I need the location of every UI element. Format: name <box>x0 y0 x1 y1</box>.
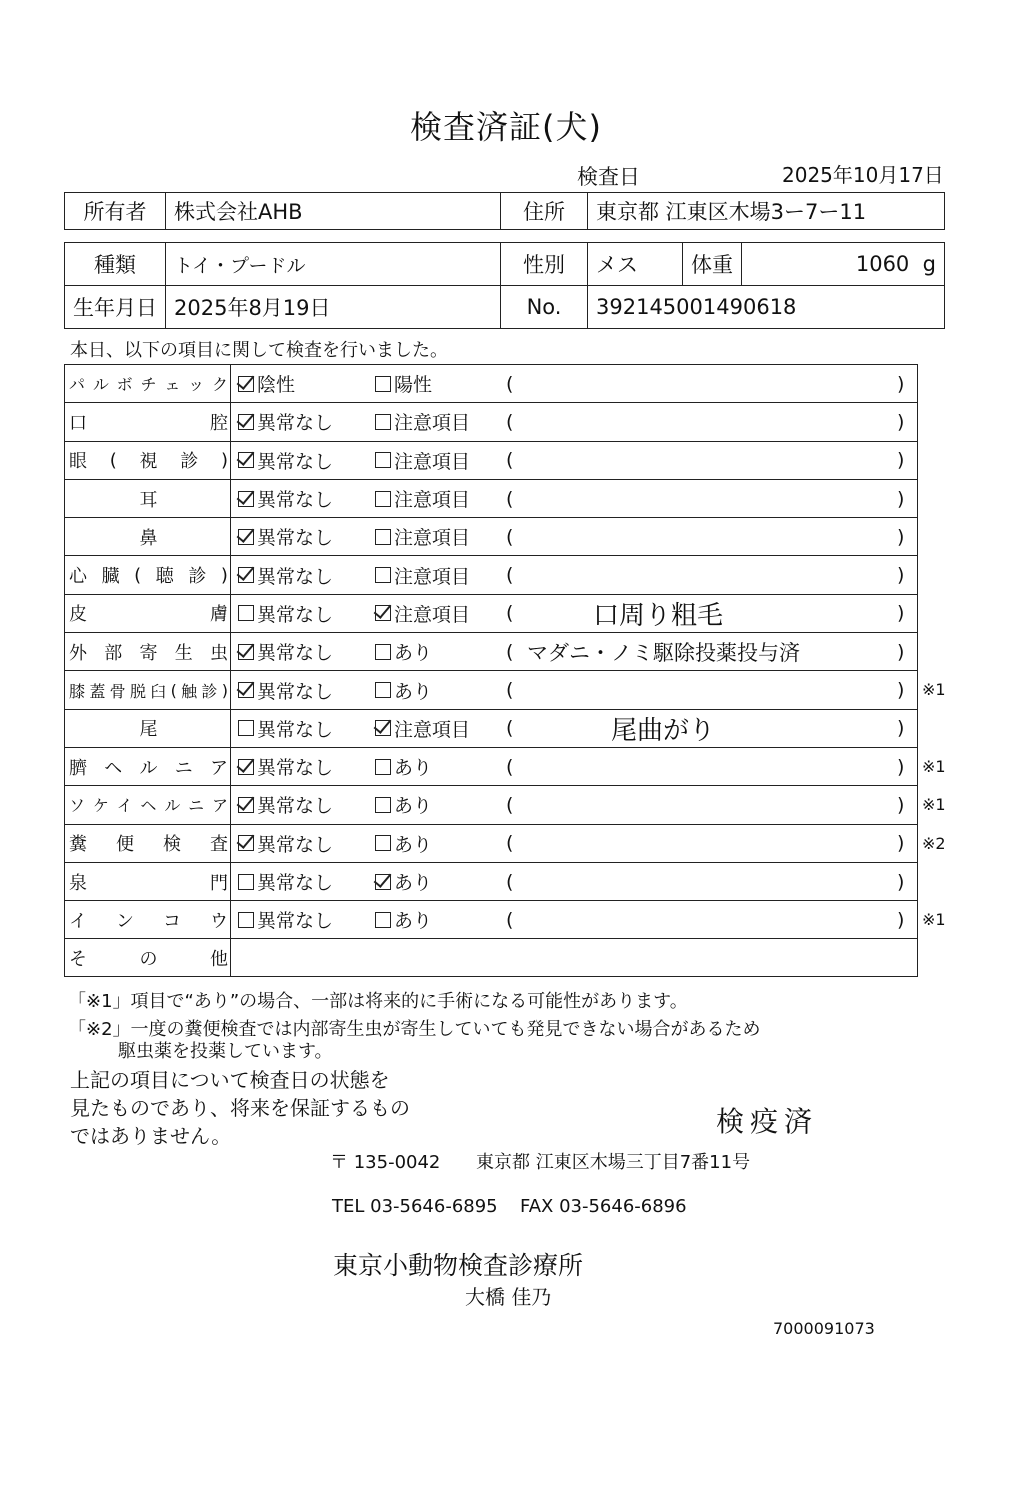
paren-close: ) <box>897 602 905 625</box>
paren-close: ) <box>897 640 905 663</box>
checked-box-icon[interactable] <box>238 759 254 775</box>
doctor-name: 大橋 佳乃 <box>465 1285 552 1309</box>
exam-note: 口周り粗毛 <box>593 600 724 631</box>
exam-note: 尾曲がり <box>611 715 716 746</box>
footnote-mark: ※1 <box>922 756 946 776</box>
option-label: 異常なし <box>257 910 334 933</box>
birth-value: 2025年8月19日 <box>166 286 501 329</box>
option-normal[interactable] <box>238 633 333 670</box>
option-label: 異常なし <box>257 565 334 588</box>
checkbox-icon[interactable] <box>375 529 391 545</box>
exam-item-name: 膝 蓋 骨 脱 臼 ( 触 診 ) <box>65 671 231 708</box>
checked-box-icon[interactable] <box>238 644 254 660</box>
option-label: 注意項目 <box>394 718 471 741</box>
checked-box-icon[interactable] <box>375 605 391 621</box>
paren-open: ( <box>506 717 514 740</box>
paren-open: ( <box>506 449 514 472</box>
exam-row <box>65 365 917 403</box>
footnote-mark: ※2 <box>922 833 946 853</box>
option-finding[interactable] <box>375 403 470 440</box>
exam-item-name: 皮 膚 <box>65 595 231 632</box>
checkbox-icon[interactable] <box>375 376 391 392</box>
exam-row <box>65 863 917 901</box>
paren-close: ) <box>897 755 905 778</box>
exam-row <box>65 442 917 480</box>
option-normal[interactable] <box>238 863 333 900</box>
exam-row-other <box>65 939 917 977</box>
exam-item-name: 鼻 <box>65 518 231 555</box>
sex-value: メス <box>588 243 683 286</box>
birth-label: 生年月日 <box>65 286 166 329</box>
exam-row <box>65 748 946 786</box>
option-label: 異常なし <box>257 718 334 741</box>
disclaimer-line-2: 見たものであり、将来を保証するもの <box>70 1096 410 1120</box>
paren-close: ) <box>897 870 905 893</box>
paren-open: ( <box>506 640 514 663</box>
address-value: 東京都 江東区木場3ー7ー11 <box>588 193 945 230</box>
checked-box-icon[interactable] <box>238 376 254 392</box>
paren-close: ) <box>897 679 905 702</box>
option-normal[interactable] <box>238 825 333 862</box>
exam-date: 2025年10月17日 <box>782 163 944 187</box>
paren-close: ) <box>897 525 905 548</box>
clinic-fax: FAX 03-5646-6896 <box>520 1196 687 1217</box>
option-finding[interactable] <box>375 671 432 708</box>
exam-item-name: イ ン コ ウ <box>65 901 231 938</box>
disclaimer-line-1: 上記の項目について検査日の状態を <box>70 1068 390 1092</box>
serial-number: 7000091073 <box>773 1319 875 1338</box>
option-finding[interactable] <box>375 748 432 785</box>
option-normal[interactable] <box>238 518 333 555</box>
sex-label: 性別 <box>501 243 588 286</box>
exam-item-name: 糞 便 検 査 <box>65 825 231 862</box>
weight-value: 1060 <box>855 252 910 276</box>
exam-row <box>65 671 946 709</box>
exam-row <box>65 556 917 594</box>
option-normal[interactable] <box>238 365 295 402</box>
paren-open: ( <box>506 564 514 587</box>
option-label: あり <box>394 795 433 818</box>
checkbox-icon[interactable] <box>375 644 391 660</box>
option-normal[interactable] <box>238 556 333 593</box>
option-finding[interactable] <box>375 786 432 823</box>
exam-item-name: 心 臓 ( 聴 診 ) <box>65 556 231 593</box>
option-normal[interactable] <box>238 786 333 823</box>
option-finding[interactable] <box>375 633 432 670</box>
option-label: 異常なし <box>257 680 334 703</box>
checkbox-icon[interactable] <box>238 605 254 621</box>
paren-close: ) <box>897 410 905 433</box>
checked-box-icon[interactable] <box>238 797 254 813</box>
checkbox-icon[interactable] <box>375 567 391 583</box>
footnote-mark: ※1 <box>922 795 946 815</box>
footnote-mark: ※1 <box>922 910 946 930</box>
option-normal[interactable] <box>238 748 333 785</box>
option-label: あり <box>394 872 433 894</box>
checkbox-icon[interactable] <box>375 759 391 775</box>
option-normal[interactable] <box>238 595 333 632</box>
weight-label: 体重 <box>683 243 742 286</box>
paren-open: ( <box>506 487 514 510</box>
option-label: 異常なし <box>257 412 334 435</box>
checked-box-icon[interactable] <box>375 720 391 736</box>
option-normal[interactable] <box>238 442 333 479</box>
paren-open: ( <box>506 372 514 395</box>
checkbox-icon[interactable] <box>375 835 391 851</box>
paren-open: ( <box>506 793 514 816</box>
option-label: 異常なし <box>257 527 334 550</box>
no-value: 392145001490618 <box>588 286 945 329</box>
option-normal[interactable] <box>238 901 333 938</box>
option-finding[interactable] <box>375 825 432 862</box>
checked-box-icon[interactable] <box>238 835 254 851</box>
option-label: 異常なし <box>257 489 334 512</box>
option-finding[interactable] <box>375 710 470 747</box>
exam-row <box>65 901 946 939</box>
checked-box-icon[interactable] <box>238 414 254 430</box>
clinic-postal: 〒 135-0042 <box>330 1152 441 1173</box>
option-label: 陰性 <box>257 374 296 397</box>
checked-box-icon[interactable] <box>238 567 254 583</box>
option-label: あり <box>394 833 433 856</box>
option-label: 注意項目 <box>394 603 471 626</box>
option-label: 異常なし <box>257 757 334 780</box>
weight-unit: g <box>922 252 936 276</box>
option-label: あり <box>394 642 433 665</box>
exam-item-name: ソ ケ イ ヘ ル ニ ア <box>65 786 231 823</box>
intro-text: 本日、以下の項目に関して検査を行いました。 <box>70 340 448 361</box>
owner-label: 所有者 <box>65 193 166 230</box>
clinic-name: 東京小動物検査診療所 <box>333 1251 584 1280</box>
option-finding[interactable] <box>375 556 470 593</box>
exam-item-name: 外 部 寄 生 虫 <box>65 633 231 670</box>
option-finding[interactable] <box>375 365 432 402</box>
paren-close: ) <box>897 372 905 395</box>
quarantine-stamp: 検疫済 <box>716 1105 819 1138</box>
option-label: 異常なし <box>257 642 334 665</box>
checked-box-icon[interactable] <box>375 874 391 890</box>
exam-row <box>65 825 946 863</box>
exam-row <box>65 710 917 748</box>
document-title: 検査済証(犬) <box>410 108 602 146</box>
checkbox-icon[interactable] <box>375 912 391 928</box>
paren-close: ) <box>897 487 905 510</box>
breed-value: トイ・プードル <box>166 243 501 286</box>
exam-item-name: 眼 ( 視 診 ) <box>65 442 231 479</box>
option-normal[interactable] <box>238 671 333 708</box>
clinic-address: 東京都 江東区木場三丁目7番11号 <box>476 1152 751 1173</box>
checkbox-icon[interactable] <box>375 452 391 468</box>
checkbox-icon[interactable] <box>238 912 254 928</box>
footnote-2: 「※2」一度の糞便検査では内部寄生虫が寄生していても発見できない場合があるため <box>68 1019 761 1040</box>
paren-open: ( <box>506 908 514 931</box>
option-label: あり <box>394 910 433 933</box>
option-normal[interactable] <box>238 480 333 517</box>
exam-checklist <box>64 364 946 977</box>
option-label: 注意項目 <box>394 489 471 512</box>
owner-value: 株式会社AHB <box>166 193 501 230</box>
option-label: 陽性 <box>394 374 433 397</box>
option-label: 注意項目 <box>394 527 471 550</box>
exam-item-name: 口 腔 <box>65 403 231 440</box>
paren-close: ) <box>897 449 905 472</box>
option-label: 注意項目 <box>394 565 471 588</box>
paren-open: ( <box>506 602 514 625</box>
checked-box-icon[interactable] <box>238 529 254 545</box>
option-finding[interactable] <box>375 442 470 479</box>
paren-close: ) <box>897 564 905 587</box>
footnote-2-cont: 駆虫薬を投薬しています。 <box>118 1041 333 1062</box>
checkbox-icon[interactable] <box>375 797 391 813</box>
weight-cell <box>742 243 945 286</box>
checkbox-icon[interactable] <box>375 491 391 507</box>
checkbox-icon[interactable] <box>238 720 254 736</box>
exam-note: マダニ・ノミ駆除投薬投与済 <box>527 640 800 665</box>
paren-open: ( <box>506 870 514 893</box>
exam-row <box>65 480 917 518</box>
checked-box-icon[interactable] <box>238 682 254 698</box>
paren-close: ) <box>897 793 905 816</box>
exam-item-name: パ ル ボ チ ェ ッ ク <box>65 365 231 402</box>
breed-label: 種類 <box>65 243 166 286</box>
exam-item-name: 臍 ヘ ル ニ ア <box>65 748 231 785</box>
checked-box-icon[interactable] <box>238 452 254 468</box>
footnote-1: 「※1」項目で“あり”の場合、一部は将来的に手術になる可能性があります。 <box>68 991 688 1012</box>
checkbox-icon[interactable] <box>375 682 391 698</box>
exam-row <box>65 595 917 633</box>
no-label: No. <box>501 286 588 329</box>
exam-date-label: 検査日 <box>577 165 640 189</box>
checkbox-icon[interactable] <box>238 874 254 890</box>
exam-item-name: 耳 <box>65 480 231 517</box>
option-normal[interactable] <box>238 403 333 440</box>
exam-row <box>65 403 917 441</box>
clinic-tel: TEL 03-5646-6895 <box>332 1196 498 1217</box>
paren-close: ) <box>897 832 905 855</box>
footnote-mark: ※1 <box>922 680 946 700</box>
checkbox-icon[interactable] <box>375 414 391 430</box>
option-label: 異常なし <box>257 872 334 894</box>
option-finding[interactable] <box>375 901 432 938</box>
option-label: 異常なし <box>257 603 334 626</box>
option-finding[interactable] <box>375 518 470 555</box>
option-label: あり <box>394 757 433 780</box>
exam-row <box>65 786 946 824</box>
option-label: あり <box>394 680 433 703</box>
other-label: そ の 他 <box>65 939 231 976</box>
option-normal[interactable] <box>238 710 333 747</box>
exam-row <box>65 518 917 556</box>
paren-open: ( <box>506 410 514 433</box>
option-label: 異常なし <box>257 833 334 856</box>
paren-open: ( <box>506 525 514 548</box>
option-label: 注意項目 <box>394 412 471 435</box>
option-finding[interactable] <box>375 595 470 632</box>
checked-box-icon[interactable] <box>238 491 254 507</box>
paren-open: ( <box>506 832 514 855</box>
paren-open: ( <box>506 755 514 778</box>
exam-row <box>65 633 917 671</box>
disclaimer-line-3: ではありません。 <box>70 1124 232 1148</box>
option-finding[interactable] <box>375 863 432 900</box>
option-label: 注意項目 <box>394 450 471 473</box>
address-label: 住所 <box>501 193 588 230</box>
option-label: 異常なし <box>257 450 334 473</box>
animal-table <box>64 242 945 329</box>
paren-close: ) <box>897 908 905 931</box>
paren-open: ( <box>506 679 514 702</box>
owner-table <box>64 192 945 230</box>
exam-item-name: 泉 門 <box>65 863 231 900</box>
exam-item-name: 尾 <box>65 710 231 747</box>
option-finding[interactable] <box>375 480 470 517</box>
paren-close: ) <box>897 717 905 740</box>
option-label: 異常なし <box>257 795 334 818</box>
